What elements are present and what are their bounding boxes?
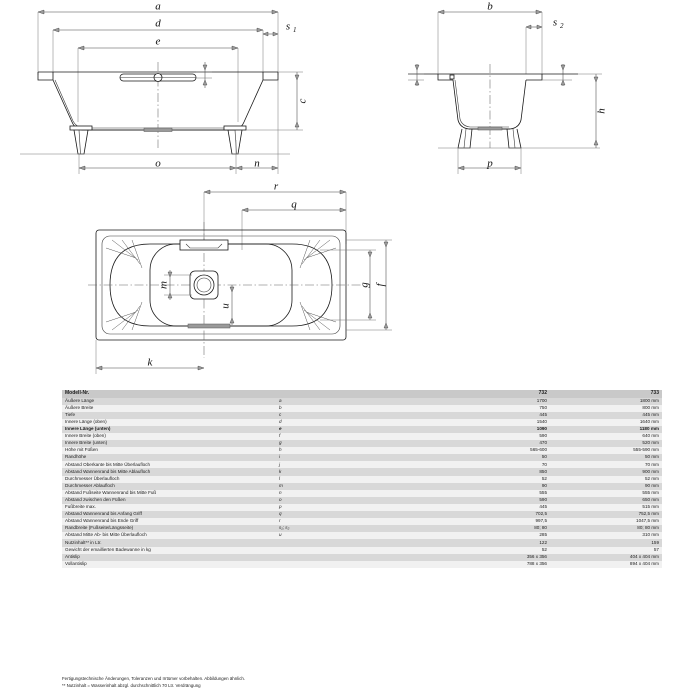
- row-label: Äußere Länge: [62, 398, 276, 405]
- row-value-733: 800 mm: [550, 405, 662, 412]
- row-value-733: 90 mm: [550, 483, 662, 490]
- dimension-c: [246, 72, 309, 130]
- overflow-detail: [120, 74, 196, 82]
- row-label: Höhe mit Füßen: [62, 447, 276, 454]
- row-label: Randhöhe: [62, 454, 276, 461]
- svg-text:h: h: [595, 108, 608, 114]
- row-value-733: 555 mm: [550, 490, 662, 497]
- row-value-732: 90: [432, 483, 550, 490]
- row-symbol: [276, 547, 432, 554]
- row-value-732: 590: [432, 433, 550, 440]
- tub-side-section: [20, 62, 290, 154]
- footnote-line-2: ** Nutzinhalt = Wasserinhalt abzgl. durchschnittlich 70 Ltr. Verdrängung: [62, 682, 201, 688]
- row-value-733: 1180 mm: [550, 426, 662, 433]
- row-symbol: i: [276, 454, 432, 461]
- row-value-732: 1540: [432, 419, 550, 426]
- foot-left: [70, 126, 92, 154]
- table-row: [62, 554, 662, 561]
- table-row: [62, 476, 662, 483]
- row-value-732: 122: [432, 539, 550, 546]
- row-label: Abstand Wannenrand bis Ende Griff: [62, 518, 276, 525]
- row-value-732: 555: [432, 490, 550, 497]
- specification-table: [62, 390, 659, 568]
- svg-text:u: u: [219, 303, 232, 309]
- dimension-u: [220, 285, 234, 325]
- row-value-733: 515 mm: [550, 504, 662, 511]
- row-symbol: b: [276, 405, 432, 412]
- row-value-733: 555-590 mm: [550, 447, 662, 454]
- svg-text:a: a: [155, 0, 161, 13]
- row-symbol: j: [276, 461, 432, 468]
- dimension-o: [79, 140, 236, 174]
- row-value-733: 1800 mm: [550, 398, 662, 405]
- footnotes: [62, 676, 622, 689]
- row-label: Nutzinhalt** in Ltr.: [62, 539, 276, 546]
- row-value-733: 80; 80 mm: [550, 525, 662, 532]
- svg-text:1: 1: [293, 26, 297, 34]
- row-symbol: [276, 554, 432, 561]
- svg-text:m: m: [157, 281, 170, 289]
- tub-front-section: [408, 64, 600, 148]
- row-value-733: 445 mm: [550, 412, 662, 419]
- dimension-p: [458, 148, 521, 174]
- row-value-732: 52: [432, 547, 550, 554]
- row-value-732: 1700: [432, 398, 550, 405]
- table-row: [62, 426, 662, 433]
- row-value-733: 752,5 mm: [550, 511, 662, 518]
- footnote-line-1: Fertigungstechnische Änderungen, Toleranzen und Irrtümer vorbehalten. Abbildungen ähnlich.: [62, 676, 245, 681]
- row-value-733: 159: [550, 539, 662, 546]
- row-value-733: 57: [550, 547, 662, 554]
- table-row: [62, 511, 662, 518]
- row-label: Abstand Oberkante bis Mitte Überlaufloch: [62, 461, 276, 468]
- row-value-732: 285: [432, 532, 550, 539]
- row-value-732: 445: [432, 412, 550, 419]
- row-value-732: 750: [432, 405, 550, 412]
- dimension-rim-right: [542, 64, 572, 86]
- row-symbol: u: [276, 532, 432, 539]
- row-symbol: p: [276, 504, 432, 511]
- row-symbol: [276, 539, 432, 546]
- table-row: [62, 447, 662, 454]
- row-value-732: 788 x 356: [432, 561, 550, 568]
- overflow-plan: [180, 240, 228, 250]
- row-value-733: 894 x 404 mm: [550, 561, 662, 568]
- row-symbol: q: [276, 511, 432, 518]
- svg-text:b: b: [487, 0, 493, 13]
- row-symbol: f: [276, 433, 432, 440]
- row-value-732: 565-600: [432, 447, 550, 454]
- foot-front-right: [507, 129, 521, 148]
- table-row: [62, 405, 662, 412]
- row-label: Antislip: [62, 554, 276, 561]
- dimension-j: [196, 62, 212, 88]
- row-symbol: a: [276, 398, 432, 405]
- row-value-733: 900 mm: [550, 468, 662, 475]
- table-row: [62, 433, 662, 440]
- svg-text:d: d: [155, 17, 161, 30]
- svg-text:k: k: [147, 356, 153, 369]
- row-label: Abstand Wannenrand bis Mitte Ablaufloch: [62, 468, 276, 475]
- row-value-732: 52: [432, 476, 550, 483]
- row-label: Abstand zwischen den Füßen: [62, 497, 276, 504]
- row-label: Vollantislip: [62, 561, 276, 568]
- row-label: Äußere Breite: [62, 405, 276, 412]
- svg-text:p: p: [487, 157, 493, 170]
- dimension-h: [578, 74, 608, 148]
- table-row: [62, 454, 662, 461]
- row-label: Randbreite (Fußseite/Längsseite): [62, 525, 276, 532]
- table-row: [62, 525, 662, 532]
- row-symbol: m: [276, 483, 432, 490]
- plan-view-drawing: [80, 182, 420, 382]
- row-label: Innere Länge (oben): [62, 419, 276, 426]
- row-label: Innere Breite (unten): [62, 440, 276, 447]
- header-col-733: 733: [550, 390, 662, 398]
- row-value-732: 445: [432, 504, 550, 511]
- row-value-732: 702,5: [432, 511, 550, 518]
- row-label: Abstand Fußseite Wannenrand bis Mitte Fuß: [62, 490, 276, 497]
- table-row: [62, 539, 662, 546]
- svg-text:e: e: [155, 35, 161, 48]
- row-value-733: 70 mm: [550, 461, 662, 468]
- row-value-732: 50: [432, 454, 550, 461]
- table-row: [62, 440, 662, 447]
- header-col-732: 732: [432, 390, 550, 398]
- row-value-733: 650 mm: [550, 497, 662, 504]
- row-value-732: 997,5: [432, 518, 550, 525]
- row-label: Fußbreite max.: [62, 504, 276, 511]
- svg-text:c: c: [296, 98, 309, 104]
- row-label: Gewicht der emaillierten Badewanne in kg: [62, 547, 276, 554]
- row-label: Innere Länge (unten): [62, 426, 276, 433]
- table-row: [62, 483, 662, 490]
- svg-text:q: q: [291, 198, 297, 211]
- row-label: Durchmesser Ablaufloch: [62, 483, 276, 490]
- row-symbol: g: [276, 440, 432, 447]
- foot-front-left: [458, 129, 472, 148]
- svg-text:o: o: [155, 157, 161, 170]
- row-symbol: h: [276, 447, 432, 454]
- header-symbol: [276, 390, 432, 398]
- table-row: [62, 518, 662, 525]
- table-row: [62, 547, 662, 554]
- table-row: [62, 561, 662, 568]
- table-header-row: [62, 390, 662, 398]
- row-value-732: 356 x 356: [432, 554, 550, 561]
- svg-text:s: s: [285, 20, 291, 33]
- row-value-733: 50 mm: [550, 454, 662, 461]
- row-value-733: 520 mm: [550, 440, 662, 447]
- header-label: Modell-Nr.: [62, 390, 276, 398]
- row-symbol: k: [276, 468, 432, 475]
- table-row: [62, 468, 662, 475]
- table-row: [62, 490, 662, 497]
- table-row: [62, 398, 662, 405]
- table-row: [62, 504, 662, 511]
- row-symbol: e: [276, 426, 432, 433]
- dimension-s1: [263, 21, 297, 36]
- row-value-733: 1640 mm: [550, 419, 662, 426]
- row-symbol: r: [276, 518, 432, 525]
- row-value-733: 1047,5 mm: [550, 518, 662, 525]
- row-symbol: d: [276, 419, 432, 426]
- row-symbol: n: [276, 490, 432, 497]
- row-label: Abstand Wannenrand bis Anfang Griff: [62, 511, 276, 518]
- row-value-732: 470: [432, 440, 550, 447]
- dimension-q: [242, 199, 346, 250]
- dimension-k: [96, 340, 204, 374]
- dimension-rim-left: [408, 64, 424, 86]
- row-value-733: 640 mm: [550, 433, 662, 440]
- foot-right: [224, 126, 246, 154]
- svg-text:r: r: [273, 182, 279, 193]
- row-value-733: 310 mm: [550, 532, 662, 539]
- row-symbol: [276, 561, 432, 568]
- row-symbol: o: [276, 497, 432, 504]
- row-value-732: 1090: [432, 426, 550, 433]
- side-elevation-drawing: [0, 0, 390, 185]
- tub-plan-outline: [88, 222, 362, 358]
- row-label: Abstand Mitte Ab- bis Mitte Überlaufloch: [62, 532, 276, 539]
- svg-text:g: g: [358, 282, 371, 288]
- row-value-733: 404 x 404 mm: [550, 554, 662, 561]
- svg-text:n: n: [254, 157, 260, 170]
- dimension-b: [438, 1, 542, 74]
- svg-text:2: 2: [560, 22, 564, 30]
- drain-plan: [190, 271, 218, 299]
- table-row: [62, 497, 662, 504]
- row-label: Innere Breite (oben): [62, 433, 276, 440]
- table-row: [62, 461, 662, 468]
- table-row: [62, 532, 662, 539]
- row-label: Durchmesser Überlaufloch: [62, 476, 276, 483]
- row-symbol: s₁; s₂: [276, 525, 432, 532]
- row-symbol: c: [276, 412, 432, 419]
- table-row: [62, 412, 662, 419]
- row-value-732: 70: [432, 461, 550, 468]
- table-body: [62, 390, 662, 568]
- row-value-732: 80; 80: [432, 525, 550, 532]
- row-value-732: 590: [432, 497, 550, 504]
- table-row: [62, 419, 662, 426]
- dimension-s2: [526, 17, 564, 74]
- svg-text:s: s: [552, 16, 558, 29]
- svg-text:f: f: [374, 283, 387, 287]
- row-symbol: l: [276, 476, 432, 483]
- row-value-732: 850: [432, 468, 550, 475]
- front-elevation-drawing: [400, 0, 650, 185]
- row-value-733: 52 mm: [550, 476, 662, 483]
- row-label: Tiefe: [62, 412, 276, 419]
